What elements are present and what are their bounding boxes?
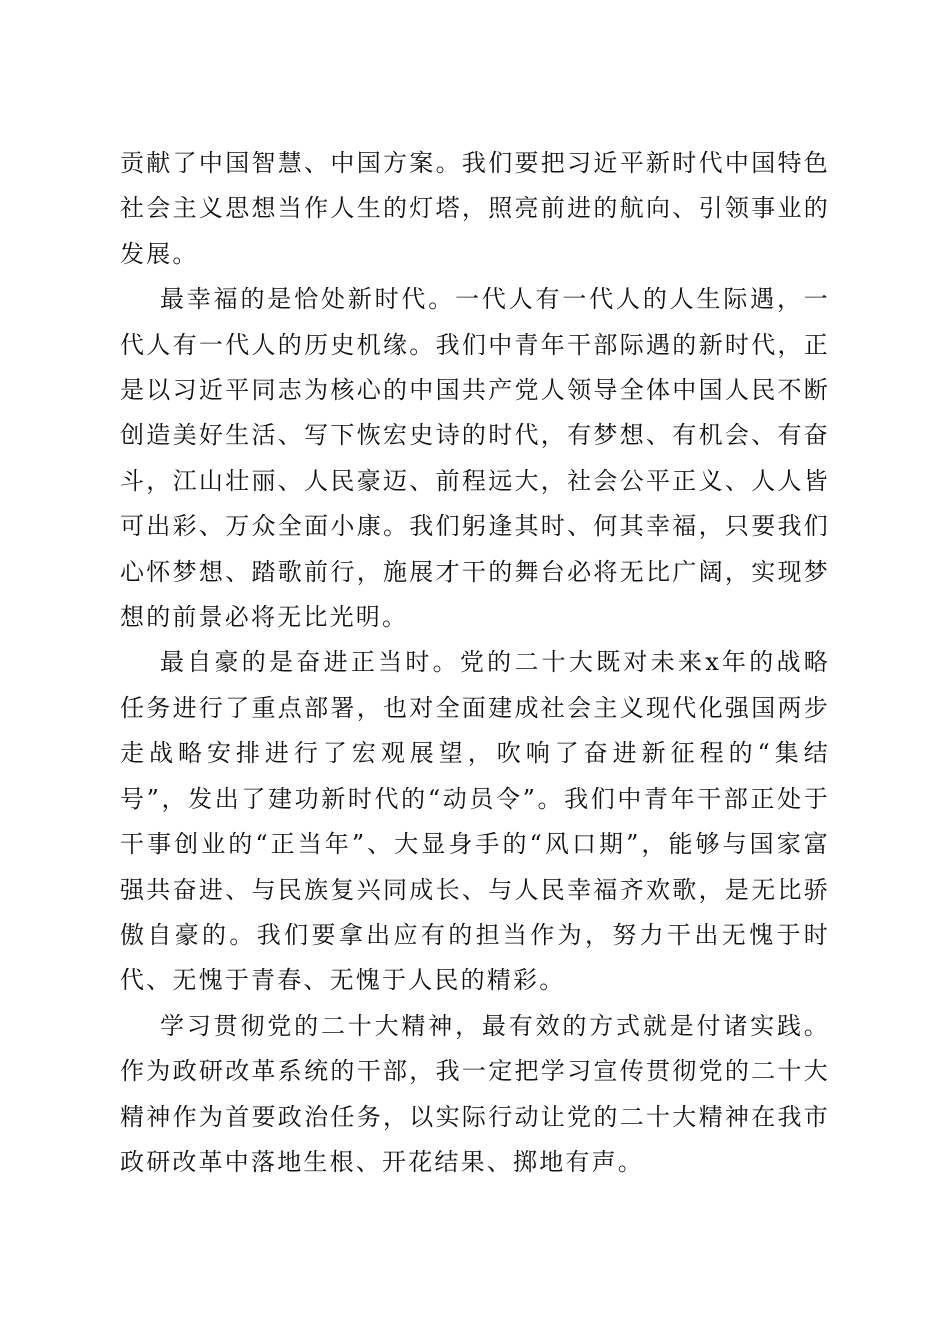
paragraph-4: 学习贯彻党的二十大精神，最有效的方式就是付诸实践。作为政研改革系统的干部，我一定把学习宣传贯彻党的二十大精神作为首要政治任务，以实际行动让党的二十大精神在我市政研改革中落地生根、开花结果、掷地有声。 — [120, 1011, 830, 1176]
document-body — [120, 141, 830, 1185]
paragraph-3: 最自豪的是奋进正当时。党的二十大既对未来x年的战略任务进行了重点部署，也对全面建成社会主义现代化强国两步走战略安排进行了宏观展望，吹响了奋进新征程的“集结号”，发出了建功新时代的“动员令”。我们中青年干部正处于干事创业的“正当年”、大显身手的“风口期”，能够与国家富强共奋进、与民族复兴同成长、与人民幸福齐欢歌，是无比骄傲自豪的。我们要拿出应有的担当作为，努力干出无愧于时代、无愧于青春、无愧于人民的精彩。 — [120, 648, 830, 995]
paragraph-2: 最幸福的是恰处新时代。一代人有一代人的人生际遇，一代人有一代人的历史机缘。我们中青年干部际遇的新时代，正是以习近平同志为核心的中国共产党人领导全体中国人民不断创造美好生活、写下恢宏史诗的时代，有梦想、有机会、有奋斗，江山壮丽、人民豪迈、前程远大，社会公平正义、人人皆可出彩、万众全面小康。我们躬逢其时、何其幸福，只要我们心怀梦想、踏歌前行，施展才干的舞台必将无比广阔，实现梦想的前景必将无比光明。 — [120, 285, 830, 632]
paragraph-1: 贡献了中国智慧、中国方案。我们要把习近平新时代中国特色社会主义思想当作人生的灯塔，照亮前进的航向、引领事业的发展。 — [120, 149, 830, 268]
